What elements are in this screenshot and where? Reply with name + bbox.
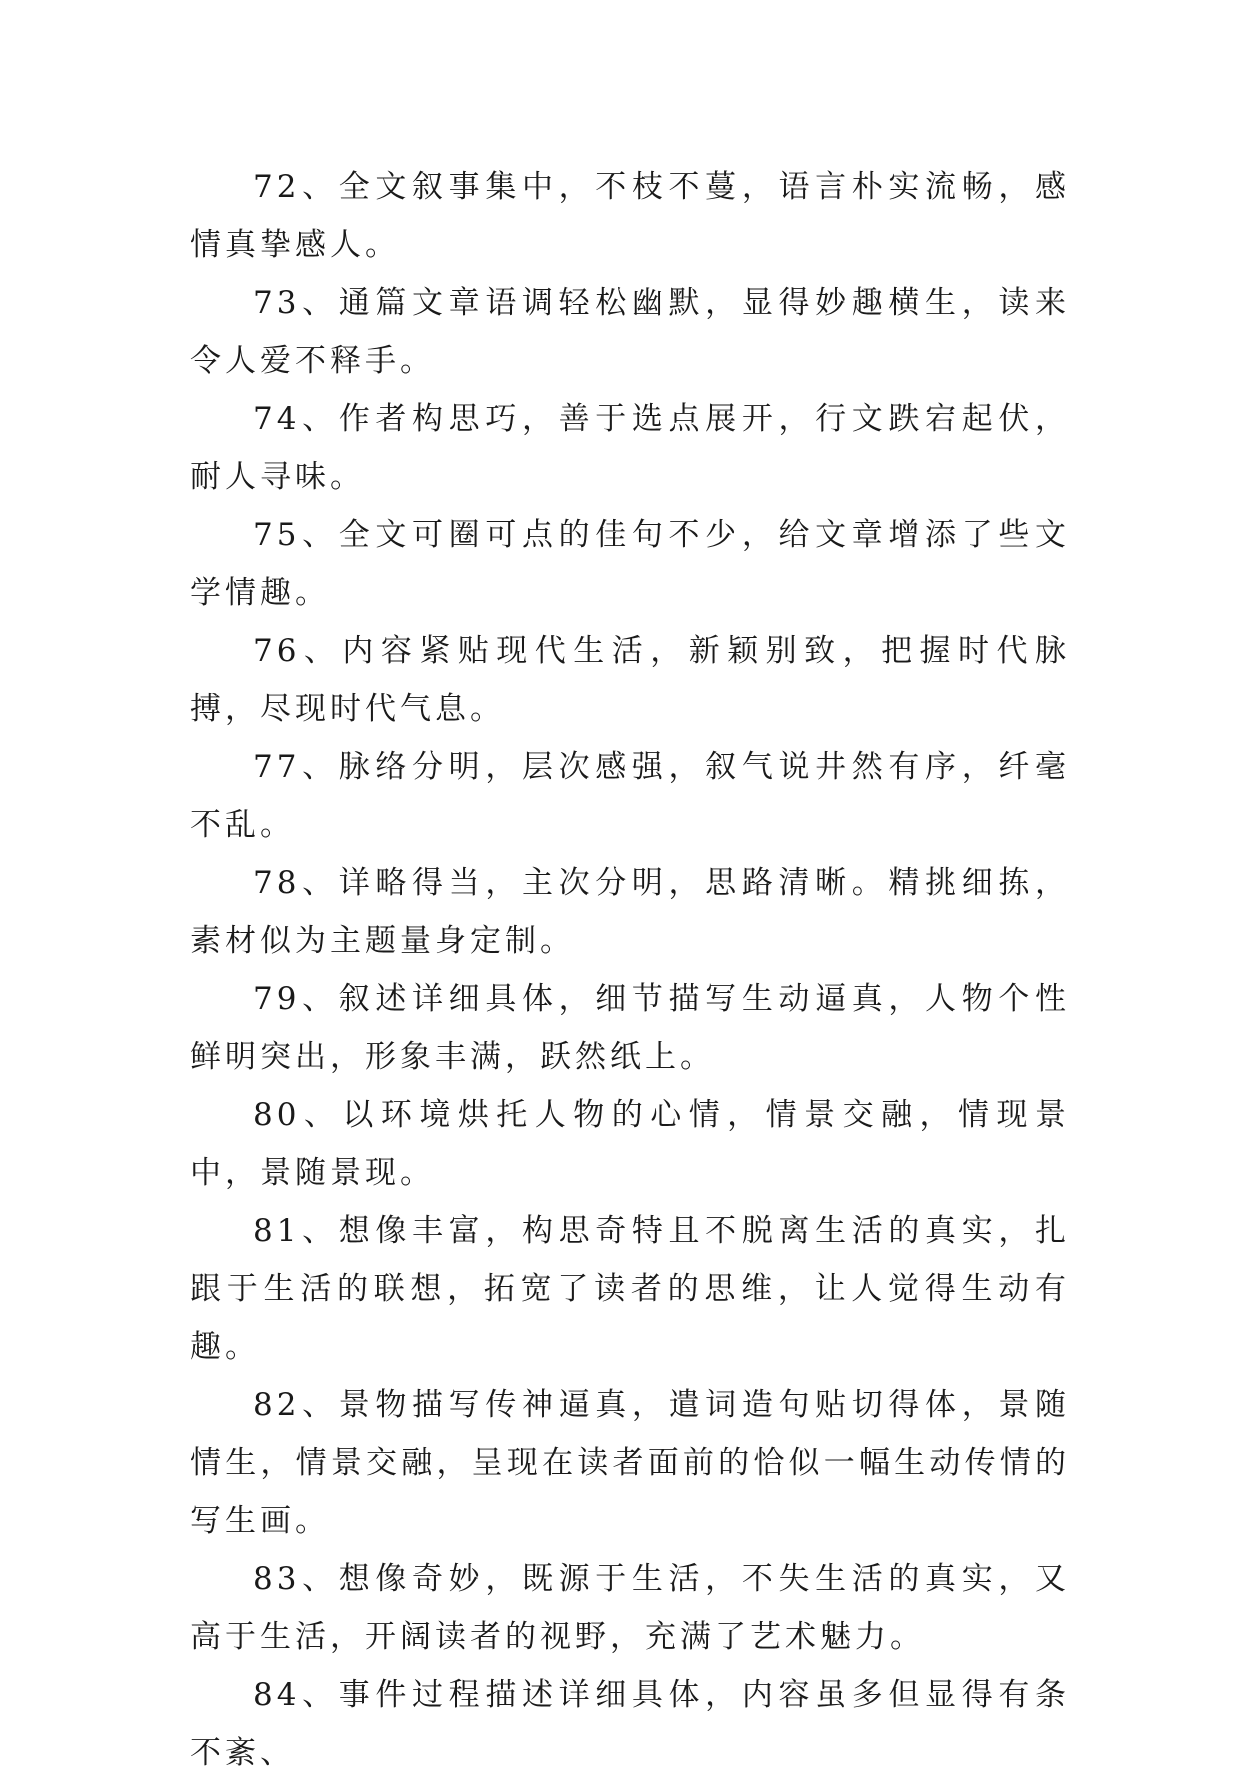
paragraph-81: 81、想像丰富，构思奇特且不脱离生活的真实，扎跟于生活的联想，拓宽了读者的思维，让人觉得生动有趣。 (190, 1213, 1070, 1365)
paragraph-78: 78、详略得当，主次分明，思路清晰。精挑细拣，素材似为主题量身定制。 (190, 865, 1070, 959)
paragraph-74: 74、作者构思巧，善于选点展开，行文跌宕起伏，耐人寻味。 (190, 401, 1070, 495)
paragraph-82: 82、景物描写传神逼真，遣词造句贴切得体，景随情生，情景交融，呈现在读者面前的恰似一幅生动传情的写生画。 (190, 1387, 1070, 1539)
paragraph-79: 79、叙述详细具体，细节描写生动逼真，人物个性鲜明突出，形象丰满，跃然纸上。 (190, 981, 1070, 1075)
document-body (190, 158, 1070, 1782)
paragraph-72: 72、全文叙事集中，不枝不蔓，语言朴实流畅，感情真挚感人。 (190, 169, 1070, 263)
paragraph-75: 75、全文可圈可点的佳句不少，给文章增添了些文学情趣。 (190, 517, 1070, 611)
paragraph-76: 76、内容紧贴现代生活，新颖别致，把握时代脉搏，尽现时代气息。 (190, 633, 1070, 727)
paragraph-84: 84、事件过程描述详细具体，内容虽多但显得有条不紊、 (190, 1677, 1070, 1771)
paragraph-73: 73、通篇文章语调轻松幽默，显得妙趣横生，读来令人爱不释手。 (190, 285, 1070, 379)
paragraph-83: 83、想像奇妙，既源于生活，不失生活的真实，又高于生活，开阔读者的视野，充满了艺术魅力。 (190, 1561, 1070, 1655)
paragraph-80: 80、以环境烘托人物的心情，情景交融，情现景中，景随景现。 (190, 1097, 1070, 1191)
paragraph-77: 77、脉络分明，层次感强，叙气说井然有序，纤毫不乱。 (190, 749, 1070, 843)
